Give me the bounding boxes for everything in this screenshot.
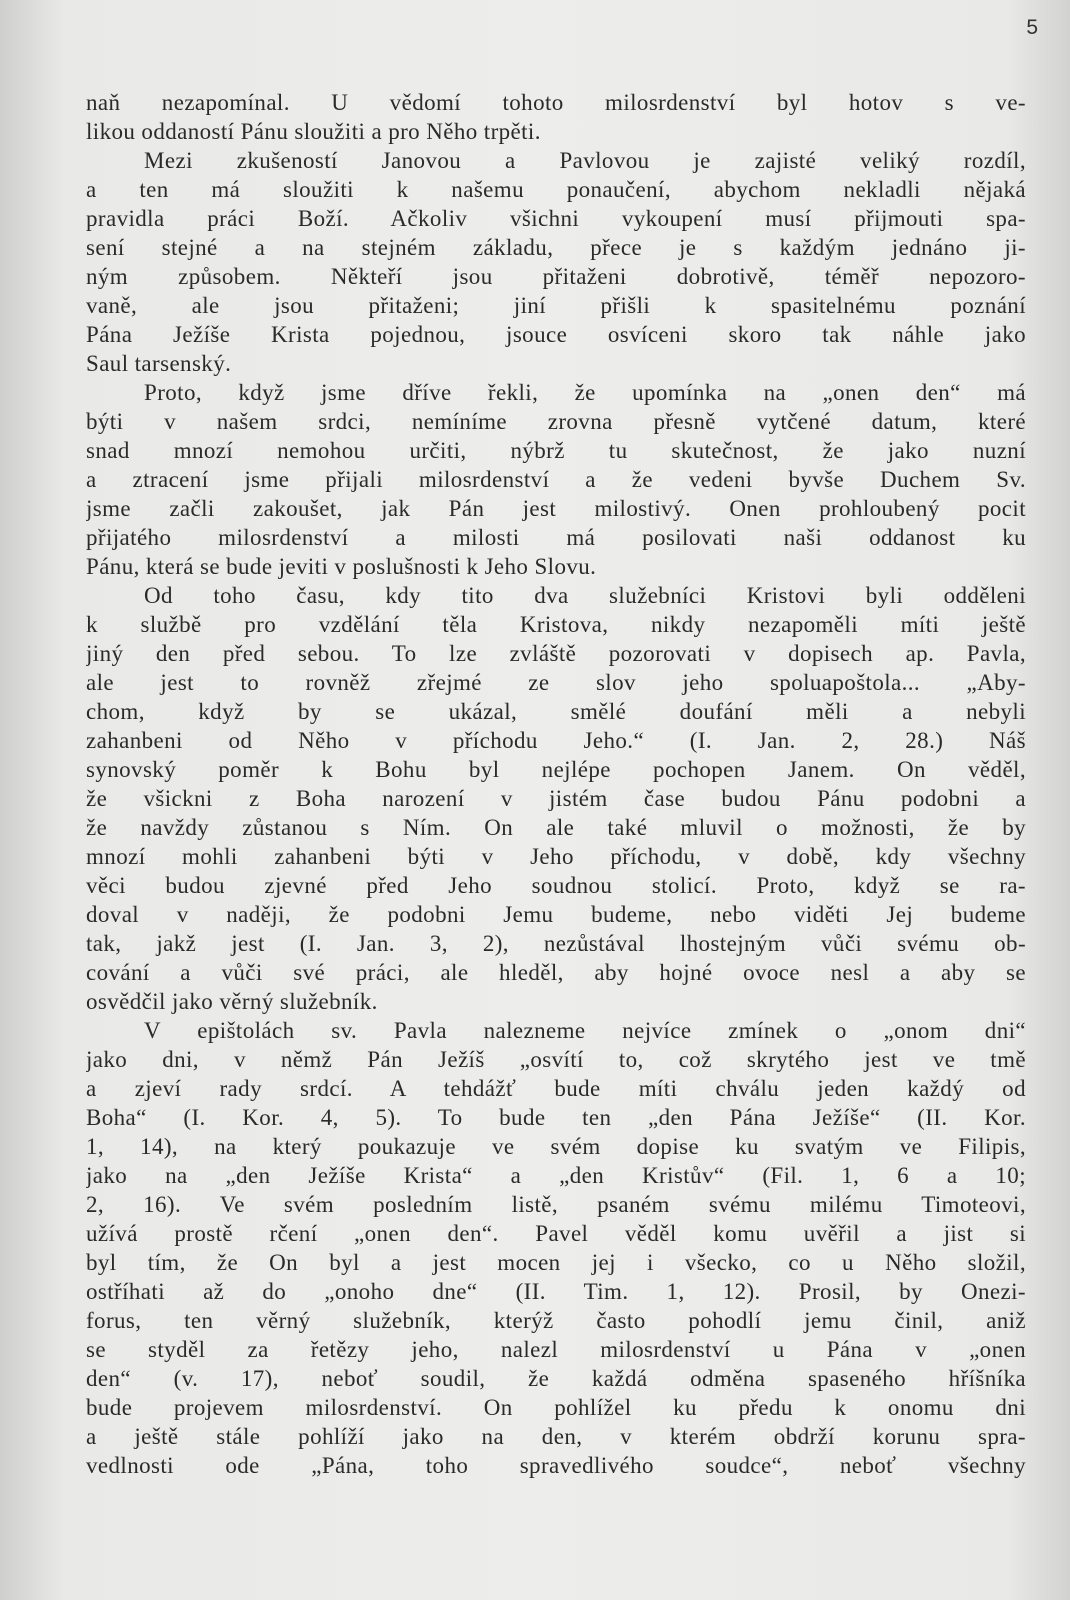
text-line: býti v našem srdci, nemíníme zrovna přesně vytčené datum, které bbox=[86, 409, 1026, 434]
text-line: Mezi zkušeností Janovou a Pavlovou je zajisté veliký rozdíl, bbox=[144, 148, 1026, 173]
text-line: chom, když by se ukázal, smělé doufání měli a nebyli bbox=[86, 699, 1026, 724]
text-line: Pánu, která se bude jeviti v poslušnosti k Jeho Slovu. bbox=[86, 554, 597, 579]
text-line: 1, 14), na který poukazuje ve svém dopise ku svatým ve Filipis, bbox=[86, 1134, 1026, 1159]
text-line: jako dni, v němž Pán Ježíš „osvítí to, což skrytého jest ve tmě bbox=[86, 1047, 1026, 1072]
text-line: forus, ten věrný služebník, kterýž často pohodlí jemu činil, aniž bbox=[86, 1308, 1026, 1333]
text-line: likou oddaností Pánu sloužiti a pro Něho trpěti. bbox=[86, 119, 541, 144]
text-line: Saul tarsenský. bbox=[86, 351, 232, 376]
text-line: den“ (v. 17), neboť soudil, že každá odměna spaseného hříšníka bbox=[86, 1366, 1026, 1391]
text-line: byl tím, že On byl a jest mocen jej i všecko, co u Něho složil, bbox=[86, 1250, 1026, 1275]
text-line: ostříhati až do „onoho dne“ (II. Tim. 1, 12). Prosil, by Onezi- bbox=[86, 1279, 1026, 1304]
text-line: mnozí mohli zahanbeni býti v Jeho příchodu, v době, kdy všechny bbox=[86, 844, 1026, 869]
text-line: Pána Ježíše Krista pojednou, jsouce osvíceni skoro tak náhle jako bbox=[86, 322, 1026, 347]
text-line: jiný den před sebou. To lze zvláště pozorovati v dopisech ap. Pavla, bbox=[86, 641, 1026, 666]
text-line: jsme začli zakoušet, jak Pán jest milostivý. Onen prohloubený pocit bbox=[86, 496, 1026, 521]
text-line: ným způsobem. Někteří jsou přitaženi dobrotivě, téměř nepozoro- bbox=[86, 264, 1026, 289]
text-line: Od toho času, kdy tito dva služebníci Kristovi byli odděleni bbox=[144, 583, 1026, 608]
text-line: že všickni z Boha narození v jistém čase budou Pánu podobni a bbox=[86, 786, 1026, 811]
text-line: Boha“ (I. Kor. 4, 5). To bude ten „den Pána Ježíše“ (II. Kor. bbox=[86, 1105, 1026, 1130]
page-number: 5 bbox=[1026, 16, 1038, 39]
text-line: cování a vůči své práci, ale hleděl, aby hojné ovoce nesl a aby se bbox=[86, 960, 1026, 985]
text-line: a zjeví rady srdcí. A tehdážť bude míti chválu jeden každý od bbox=[86, 1076, 1026, 1101]
text-line: 2, 16). Ve svém posledním listě, psaném svému milému Timoteovi, bbox=[86, 1192, 1026, 1217]
text-line: osvědčil jako věrný služebník. bbox=[86, 989, 378, 1014]
text-line: zahanbeni od Něho v příchodu Jeho.“ (I. Jan. 2, 28.) Náš bbox=[86, 728, 1026, 753]
text-line: bude projevem milosrdenství. On pohlížel ku předu k onomu dni bbox=[86, 1395, 1026, 1420]
text-line: užívá prostě rčení „onen den“. Pavel věděl komu uvěřil a jist si bbox=[86, 1221, 1026, 1246]
text-line: ale jest to rovněž zřejmé ze slov jeho spoluapoštola... „Aby- bbox=[86, 670, 1026, 695]
text-line: a ten má sloužiti k našemu ponaučení, abychom nekladli nějaká bbox=[86, 177, 1026, 202]
text-line: jako na „den Ježíše Krista“ a „den Kristův“ (Fil. 1, 6 a 10; bbox=[86, 1163, 1026, 1188]
text-line: se styděl za řetězy jeho, nalezl milosrdenství u Pána v „onen bbox=[86, 1337, 1026, 1362]
text-line: naň nezapomínal. U vědomí tohoto milosrdenství byl hotov s ve- bbox=[86, 90, 1026, 115]
text-line: vaně, ale jsou přitaženi; jiní přišli k spasitelnému poznání bbox=[86, 293, 1026, 318]
text-line: k službě pro vzdělání těla Kristova, nikdy nezapoměli míti ještě bbox=[86, 612, 1026, 637]
text-line: že navždy zůstanou s Ním. On ale také mluvil o možnosti, že by bbox=[86, 815, 1026, 840]
text-line: synovský poměr k Bohu byl nejlépe pochopen Janem. On věděl, bbox=[86, 757, 1026, 782]
text-line: pravidla práci Boží. Ačkoliv všichni vykoupení musí přijmouti spa- bbox=[86, 206, 1026, 231]
text-line: přijatého milosrdenství a milosti má posilovati naši oddanost ku bbox=[86, 525, 1026, 550]
text-line: doval v naději, že podobni Jemu budeme, nebo viděti Jej budeme bbox=[86, 902, 1026, 927]
text-line: vedlnosti ode „Pána, toho spravedlivého soudce“, neboť všechny bbox=[86, 1453, 1026, 1478]
text-line: snad mnozí nemohou určiti, nýbrž tu skutečnost, že jako nuzní bbox=[86, 438, 1026, 463]
text-line: a ještě stále pohlíží jako na den, v kterém obdrží korunu spra- bbox=[86, 1424, 1026, 1449]
body-text bbox=[86, 88, 1026, 1480]
text-line: tak, jakž jest (I. Jan. 3, 2), nezůstával lhostejným vůči svému ob- bbox=[86, 931, 1026, 956]
text-line: sení stejné a na stejném základu, přece je s každým jednáno ji- bbox=[86, 235, 1026, 260]
text-line: a ztracení jsme přijali milosrdenství a že vedeni byvše Duchem Sv. bbox=[86, 467, 1026, 492]
text-line: věci budou zjevné před Jeho soudnou stolicí. Proto, když se ra- bbox=[86, 873, 1026, 898]
text-line: Proto, když jsme dříve řekli, že upomínka na „onen den“ má bbox=[144, 380, 1026, 405]
text-line: V epištolách sv. Pavla nalezneme nejvíce zmínek o „onom dni“ bbox=[144, 1018, 1026, 1043]
